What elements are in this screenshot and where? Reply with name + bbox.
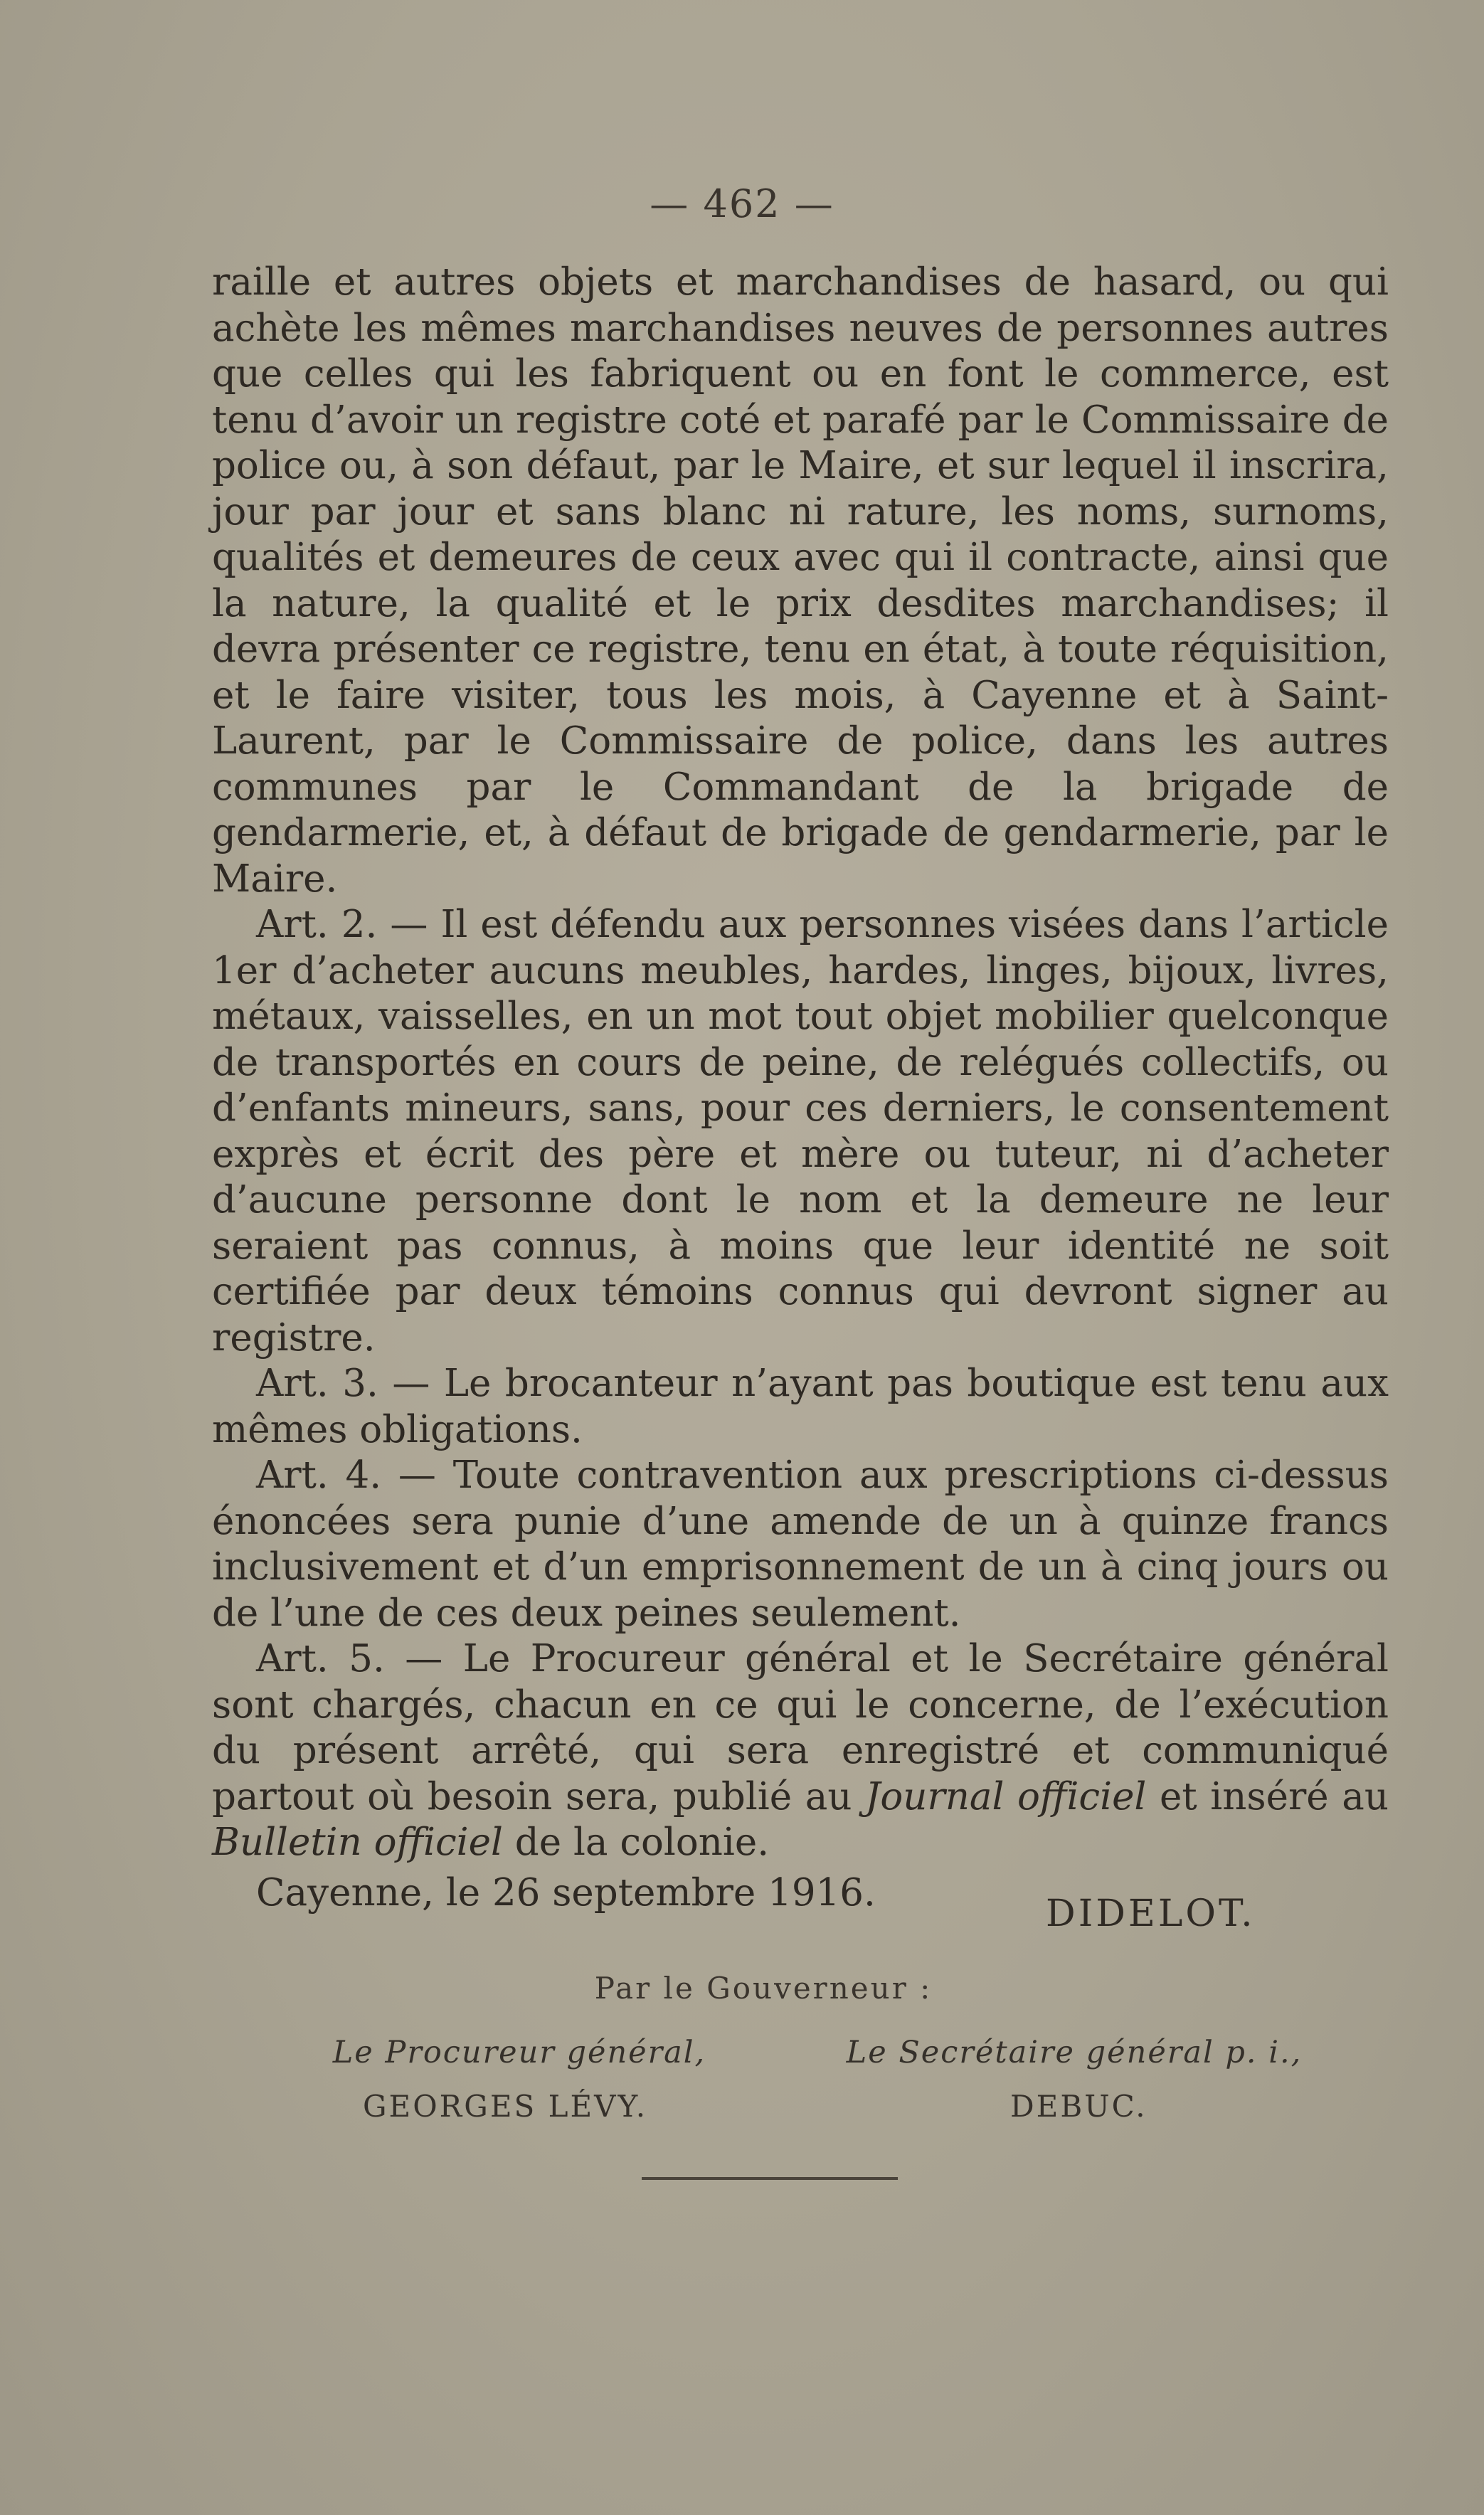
signatory-title: Le Procureur général, [332,2035,706,2070]
signatory-name: GEORGES LÉVY. [363,2089,648,2124]
date-line: Cayenne, le 26 septembre 1916. [256,1870,876,1915]
journal-officiel-title: Journal officiel [865,1774,1147,1818]
closing-rule [642,2177,898,2180]
paragraph-article-4: Art. 4. — Toute contravention aux prescriptions ci-dessus énoncées sera punie d’une amende de un à quinze francs inclusivement et d’un emprisonnement de un à cinq jours ou de l’une de ces deux peines seulement. [212,1454,1389,1635]
body-text [212,260,1389,1916]
governor-signature: DIDELOT. [1046,1892,1256,1935]
signatory-title: Le Secrétaire général p. i., [846,2035,1303,2070]
paragraph-article-5 [212,1636,1389,1866]
par-le-gouverneur: Par le Gouverneur : [594,1971,933,2006]
article-5-text-start: Art. 5. — Le Procureur général et le Secrétaire général sont chargés, chacun en ce qui le concerne, de l’exécution du présent arrêté, qui sera enregistré et communiqué partout où besoin sera, publié au [212,1637,1389,1818]
page-number: — 462 — [650,181,834,226]
article-5-text-middle: et inséré au [1146,1774,1389,1818]
paragraph-continuation: raille et autres objets et marchandises de hasard, ou qui achète les mêmes marchandises neuves de personnes autres que celles qui les fabriquent ou en font le commerce, est tenu d’avoir un registre coté et parafé par le Commissaire de police ou, à son défaut, par le Maire, et sur lequel il inscrira, jour par jour et sans blanc ni rature, les noms, surnoms, qualités et demeures de ceux avec qui il contracte, ainsi que la nature, la qualité et le prix desdites marchandises; il devra présenter ce registre, tenu en état, à toute réquisition, et le faire visiter, tous les mois, à Cayenne et à Saint-Laurent, par le Commissaire de police, dans les autres communes par le Commandant de la brigade de gendarmerie, et, à défaut de brigade de gendarmerie, par le Maire. [212,260,1389,901]
paragraph-article-3: Art. 3. — Le brocanteur n’ayant pas boutique est tenu aux mêmes obligations. [212,1362,1389,1451]
signatory-procureur [299,2035,740,2124]
article-5-text-end: de la colonie. [502,1821,770,1864]
signatory-secretaire [839,2035,1309,2124]
bulletin-officiel-title: Bulletin officiel [212,1821,503,1864]
paragraph-article-2: Art. 2. — Il est défendu aux personnes visées dans l’article 1er d’acheter aucuns meubles, hardes, linges, bijoux, livres, métaux, vaisselles, en un mot tout objet mobilier quelconque de transportés en cours de peine, de relégués collectifs, ou d’enfants mineurs, sans, pour ces derniers, le consentement exprès et écrit des père et mère ou tuteur, ni d’acheter d’aucune personne dont le nom et la demeure ne leur seraient pas connus, à moins que leur identité ne soit certifiée par deux témoins connus qui devront signer au registre. [212,903,1389,1360]
signatory-name: DEBUC. [1010,2089,1148,2124]
